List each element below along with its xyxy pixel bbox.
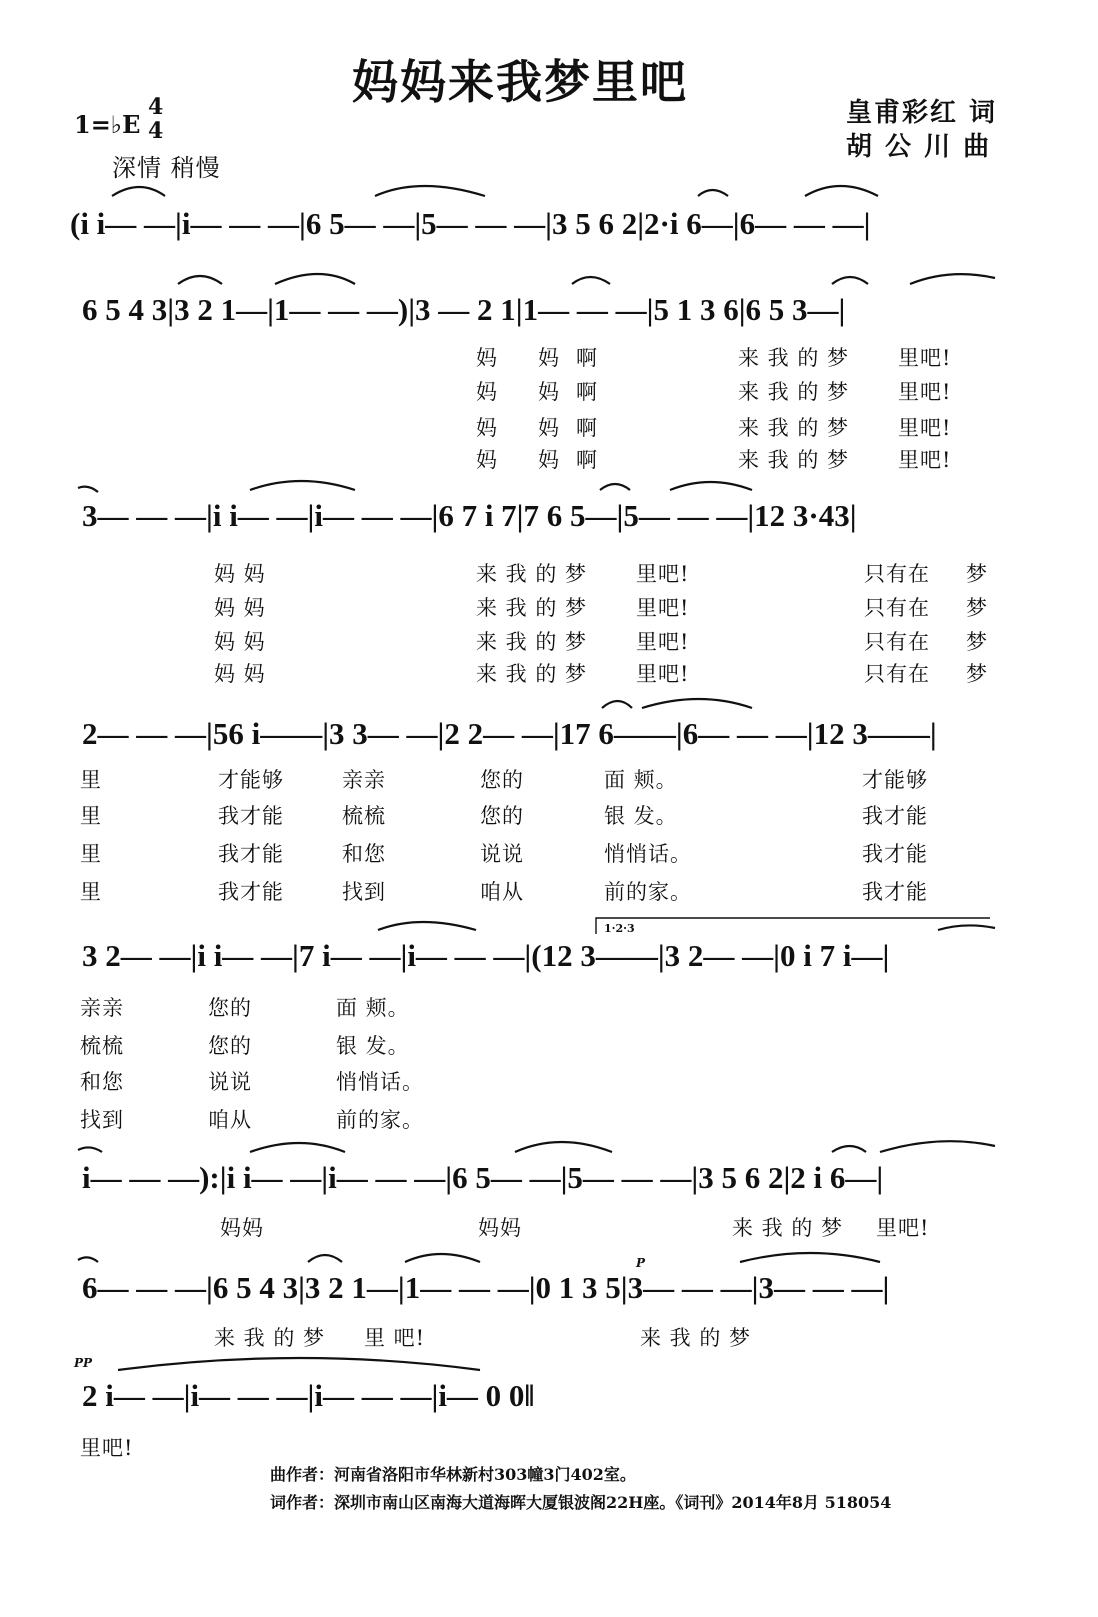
lyric: 前的家。 — [604, 880, 692, 904]
lyric: 妈 — [538, 380, 560, 404]
time-signature-top: 4 — [148, 94, 164, 120]
lyric: 银 发。 — [336, 1034, 410, 1058]
lyric: 来 我 的 梦 — [738, 448, 850, 472]
lyric: 妈妈 — [220, 1216, 264, 1240]
dynamic-pp: PP — [74, 1356, 93, 1370]
lyric: 咱从 — [480, 880, 524, 904]
lyric: 来 我 的 梦 — [476, 562, 588, 586]
lyric: 找到 — [342, 880, 386, 904]
lyric: 啊 — [576, 416, 598, 440]
lyric: 说说 — [208, 1070, 252, 1094]
volta-bracket — [596, 918, 990, 934]
lyric: 来 我 的 梦 — [476, 630, 588, 654]
lyric: 我才能 — [862, 804, 928, 828]
lyric: 啊 — [576, 346, 598, 370]
lyric: 妈 — [476, 448, 498, 472]
lyric: 您的 — [480, 768, 524, 792]
lyric: 里吧! — [898, 380, 952, 404]
score-row-4: 2— — —|56 i——|3 3— —|2 2— —|17 6——|6— — —|12 3——| — [82, 716, 937, 751]
lyric: 啊 — [576, 448, 598, 472]
lyric: 妈 妈 — [214, 630, 266, 654]
score-row-3: 3— — —|i i— —|i— — —|6 7 i 7|7 6 5—|5— — —|12 3·43| — [82, 498, 857, 533]
lyric: 妈 妈 — [214, 662, 266, 686]
song-title: 妈妈来我梦里吧 — [352, 55, 688, 109]
lyric: 里吧! — [636, 596, 690, 620]
lyric: 梦 — [966, 562, 988, 586]
score-row-5: 3 2— —|i i— —|7 i— —|i— — —|(12 3——|3 2— —|0 i 7 i—| — [82, 938, 890, 973]
lyric: 我才能 — [218, 880, 284, 904]
lyric: 妈 — [538, 416, 560, 440]
lyric: 来 我 的 梦 — [738, 380, 850, 404]
lyric: 梳梳 — [80, 1034, 124, 1058]
volta-label: 1·2·3 — [604, 922, 635, 935]
lyric: 才能够 — [862, 768, 928, 792]
lyric: 来 我 的 梦 — [476, 662, 588, 686]
lyric: 里 — [80, 842, 102, 866]
score-row-2: 6 5 4 3|3 2 1—|1— — —)|3 — 2 1|1— — —|5 1 3 6|6 5 3—| — [82, 292, 846, 327]
lyric: 银 发。 — [604, 804, 678, 828]
lyric: 妈 — [538, 448, 560, 472]
lyric: 里吧! — [898, 346, 952, 370]
key-signature: 1=♭E — [74, 110, 141, 139]
composer-address: 曲作者：河南省洛阳市华林新村303幢3门402室。 — [270, 1465, 636, 1484]
lyric: 只有在 — [864, 662, 930, 686]
lyric: 面 颊。 — [604, 768, 678, 792]
slur — [602, 701, 632, 708]
lyricist-credit: 皇甫彩红 词 — [846, 98, 998, 128]
slur — [880, 1141, 995, 1152]
lyric: 我才能 — [862, 880, 928, 904]
slur — [515, 1142, 612, 1152]
lyric: 只有在 — [864, 630, 930, 654]
lyric: 前的家。 — [336, 1108, 424, 1132]
lyric: 我才能 — [862, 842, 928, 866]
lyric: 我才能 — [218, 804, 284, 828]
lyric: 里吧! — [898, 448, 952, 472]
lyric: 里吧! — [876, 1216, 930, 1240]
slur — [938, 925, 995, 930]
slur — [832, 277, 868, 284]
slur — [910, 274, 995, 284]
dynamic-p: P — [636, 1256, 646, 1270]
lyric: 里 吧! — [364, 1326, 426, 1350]
slur — [698, 190, 728, 196]
slur — [250, 1143, 345, 1152]
lyric: 妈 — [538, 346, 560, 370]
slur — [378, 922, 476, 930]
slur — [112, 187, 165, 196]
lyric: 您的 — [208, 1034, 252, 1058]
lyric: 说说 — [480, 842, 524, 866]
slur — [805, 186, 878, 196]
lyric: 只有在 — [864, 596, 930, 620]
slur — [405, 1254, 480, 1262]
slur — [118, 1358, 480, 1370]
lyric: 亲亲 — [80, 996, 124, 1020]
score-row-1: (i i— —|i— — —|6 5— —|5— — —|3 5 6 2|2·i 6—|6— — —| — [70, 206, 871, 241]
lyric: 我才能 — [218, 842, 284, 866]
slur — [375, 186, 485, 196]
lyric: 妈 — [476, 346, 498, 370]
lyric: 咱从 — [208, 1108, 252, 1132]
score-row-8: 2 i— —|i— — —|i— — —|i— 0 0‖ — [82, 1378, 535, 1413]
lyric: 里 — [80, 880, 102, 904]
slur — [670, 482, 752, 490]
lyric: 和您 — [80, 1070, 124, 1094]
slur — [178, 276, 222, 284]
lyric: 梦 — [966, 630, 988, 654]
lyric: 来 我 的 梦 — [640, 1326, 752, 1350]
lyric: 里 — [80, 804, 102, 828]
slur — [78, 1257, 98, 1262]
lyric: 里吧! — [636, 562, 690, 586]
lyric: 来 我 的 梦 — [738, 416, 850, 440]
slur — [308, 1255, 342, 1262]
composer-credit: 胡 公 川 曲 — [846, 132, 992, 162]
slur — [600, 484, 630, 490]
slur — [78, 1147, 102, 1152]
lyric: 妈 妈 — [214, 562, 266, 586]
lyric: 您的 — [480, 804, 524, 828]
lyric: 才能够 — [218, 768, 284, 792]
lyric: 妈 — [476, 416, 498, 440]
score-row-6: i— — —):|i i— —|i— — —|6 5— —|5— — —|3 5 6 2|2 i 6—| — [82, 1160, 884, 1195]
lyric: 妈 — [476, 380, 498, 404]
lyric: 里吧! — [636, 630, 690, 654]
lyric: 里吧! — [898, 416, 952, 440]
tempo-marking: 深情 稍慢 — [112, 154, 221, 182]
lyric: 妈 妈 — [214, 596, 266, 620]
lyric: 梳梳 — [342, 804, 386, 828]
slur — [78, 487, 98, 492]
lyricist-address: 词作者：深圳市南山区南海大道海晖大厦银波阁22H座。《词刊》2014年8月 518054 — [270, 1493, 892, 1512]
slur — [740, 1253, 880, 1262]
slur — [275, 274, 355, 284]
time-signature-bottom: 4 — [148, 118, 164, 144]
slur — [642, 699, 752, 708]
lyric: 悄悄话。 — [604, 842, 692, 866]
slur — [572, 277, 610, 284]
lyric: 和您 — [342, 842, 386, 866]
lyric: 妈妈 — [478, 1216, 522, 1240]
lyric: 亲亲 — [342, 768, 386, 792]
slur — [250, 481, 355, 490]
lyric: 里吧! — [80, 1436, 134, 1460]
lyric: 悄悄话。 — [336, 1070, 424, 1094]
lyric: 只有在 — [864, 562, 930, 586]
lyric: 梦 — [966, 662, 988, 686]
lyric: 来 我 的 梦 — [214, 1326, 326, 1350]
lyric: 里吧! — [636, 662, 690, 686]
lyric: 来 我 的 梦 — [476, 596, 588, 620]
lyric: 找到 — [80, 1108, 124, 1132]
score-row-7: 6— — —|6 5 4 3|3 2 1—|1— — —|0 1 3 5|3— — —|3— — —| — [82, 1270, 890, 1305]
lyric: 面 颊。 — [336, 996, 410, 1020]
lyric: 来 我 的 梦 — [732, 1216, 844, 1240]
slur — [832, 1146, 866, 1152]
lyric: 您的 — [208, 996, 252, 1020]
lyric: 来 我 的 梦 — [738, 346, 850, 370]
lyric: 啊 — [576, 380, 598, 404]
lyric: 梦 — [966, 596, 988, 620]
lyric: 里 — [80, 768, 102, 792]
